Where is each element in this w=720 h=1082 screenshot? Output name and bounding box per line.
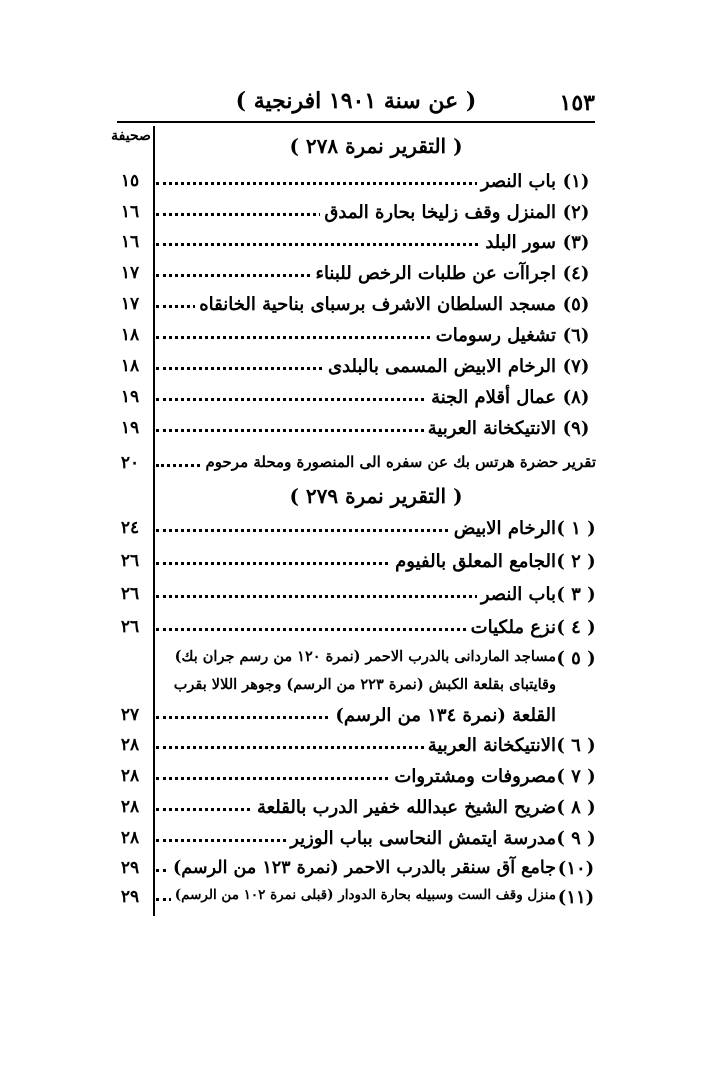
toc-entry-line [110, 673, 596, 703]
entry-number: (٤) [562, 263, 590, 284]
entry-page: ١٨ [120, 325, 140, 345]
entry-title: باب النصر [477, 171, 556, 192]
entry-number: (٦) [562, 325, 590, 346]
entry-page: ٢٨ [120, 828, 140, 848]
entry-page: ٢٦ [120, 584, 140, 604]
entry-title: تشغيل رسومات [432, 325, 556, 346]
entry-title: تقرير حضرة هرتس بك عن سفره الى المنصورة ومحلة مرحوم [202, 453, 597, 471]
entry-number: ( ٢ ) [556, 551, 596, 572]
running-title: ( عن سنة ١٩٠١ افرنجية ) [235, 88, 477, 114]
toc-entry [110, 322, 596, 352]
entry-title: الانتيكخانة العربية [424, 735, 556, 756]
page-column-label: صحيفة [111, 128, 151, 144]
entry-title: نزع ملكيات [467, 617, 556, 638]
entry-title: باب النصر [477, 584, 556, 605]
toc-entry [110, 199, 596, 229]
entry-number: (١١) [557, 887, 595, 908]
entry-number: (١٠) [557, 858, 595, 879]
toc-entry [110, 794, 596, 824]
header-rule [117, 121, 595, 123]
entry-title: سور البلد [481, 232, 556, 253]
toc-entry [110, 384, 596, 414]
toc-entry [110, 415, 596, 445]
page-number: ١٥٣ [559, 90, 595, 116]
entry-title-continued: وقايتباى بقلعة الكبش (نمرة ٢٢٣ من الرسم) وجوهر اللالا بقرب [170, 676, 556, 693]
toc-entry-line [110, 645, 596, 675]
entry-number: (٨) [562, 387, 590, 408]
entry-number: ( ٣ ) [556, 584, 596, 605]
toc-entry-line [110, 702, 596, 732]
entry-number: ( ٧ ) [556, 766, 596, 787]
entry-number: ( ٨ ) [556, 797, 596, 818]
entry-number: ( ١ ) [556, 518, 596, 539]
entry-title: المنزل وقف زليخا بحارة المدق [320, 202, 556, 223]
entry-number: (٩) [562, 418, 590, 439]
entry-page: ٢٨ [120, 766, 140, 786]
entry-number: (٧) [562, 356, 590, 377]
entry-page: ٢٦ [120, 617, 140, 637]
entry-number: (٣) [562, 232, 590, 253]
entry-page: ٢٨ [120, 735, 140, 755]
entry-number: (١) [562, 171, 590, 192]
toc-entry [110, 450, 596, 480]
entry-page: ٢٦ [120, 551, 140, 571]
toc-entry [110, 260, 596, 290]
toc-entry [110, 548, 596, 578]
entry-page: ٢٠ [120, 453, 140, 473]
entry-number: (٥) [562, 294, 590, 315]
entry-page: ٢٩ [120, 887, 140, 907]
entry-number: ( ٦ ) [556, 735, 596, 756]
entry-page: ٢٧ [120, 705, 140, 725]
entry-title: ضريح الشيخ عبدالله خفير الدرب بالقلعة [253, 797, 556, 818]
page-header [117, 84, 595, 120]
entry-title: مدرسة ايتمش النحاسى بباب الوزير [286, 828, 556, 849]
toc-entry [110, 515, 596, 545]
toc-entry [110, 291, 596, 321]
entry-page: ١٦ [120, 202, 140, 222]
entry-title: اجراآت عن طلبات الرخص للبناء [311, 263, 556, 284]
entry-title: الرخام الابيض [450, 518, 556, 539]
entry-title: مصروفات ومشتروات [390, 766, 556, 787]
entry-page: ١٨ [120, 356, 140, 376]
entry-title-continued: القلعة (نمرة ١٣٤ من الرسم) [331, 705, 556, 726]
toc-entry [110, 763, 596, 793]
entry-page: ٢٤ [120, 518, 140, 538]
toc-entry [110, 884, 596, 914]
toc-entry [110, 168, 596, 198]
toc-entry [110, 855, 596, 885]
entry-title: عمال أقلام الجنة [427, 387, 556, 408]
toc-entry [110, 614, 596, 644]
entry-title: الجامع المعلق بالفيوم [391, 551, 556, 572]
entry-page: ١٧ [120, 294, 140, 314]
entry-title: جامع آق سنقر بالدرب الاحمر (نمرة ١٢٣ من الرسم) [169, 858, 556, 878]
entry-number: ( ٩ ) [556, 828, 596, 849]
section-title-279: ( التقرير نمرة ٢٧٩ ) [289, 484, 463, 508]
entry-page: ١٩ [120, 387, 140, 407]
toc-entry [110, 229, 596, 259]
toc-entry [110, 825, 596, 855]
entry-number: ( ٤ ) [556, 617, 596, 638]
section-title-278: ( التقرير نمرة ٢٧٨ ) [289, 134, 463, 158]
entry-page: ٢٨ [120, 797, 140, 817]
entry-number: ( ٥ ) [556, 648, 596, 669]
entry-page: ١٧ [120, 263, 140, 283]
entry-page: ١٩ [120, 418, 140, 438]
entry-page: ١٥ [120, 171, 140, 191]
entry-title: مسجد السلطان الاشرف برسباى بناحية الخانقاه [195, 294, 556, 315]
entry-page: ٢٩ [120, 858, 140, 878]
entry-page: ١٦ [120, 232, 140, 252]
entry-title: الرخام الابيض المسمى بالبلدى [324, 356, 556, 377]
entry-title: منزل وقف الست وسبيله بحارة الدودار (قبلى نمرة ١٠٢ من الرسم) [171, 887, 556, 903]
toc-entry [110, 353, 596, 383]
entry-number: (٢) [562, 202, 590, 223]
toc-entry [110, 581, 596, 611]
entry-title: الانتيكخانة العربية [424, 418, 556, 439]
toc-entry [110, 732, 596, 762]
entry-title: مساجد الماردانى بالدرب الاحمر (نمرة ١٢٠ من رسم جران بك) [171, 648, 556, 665]
